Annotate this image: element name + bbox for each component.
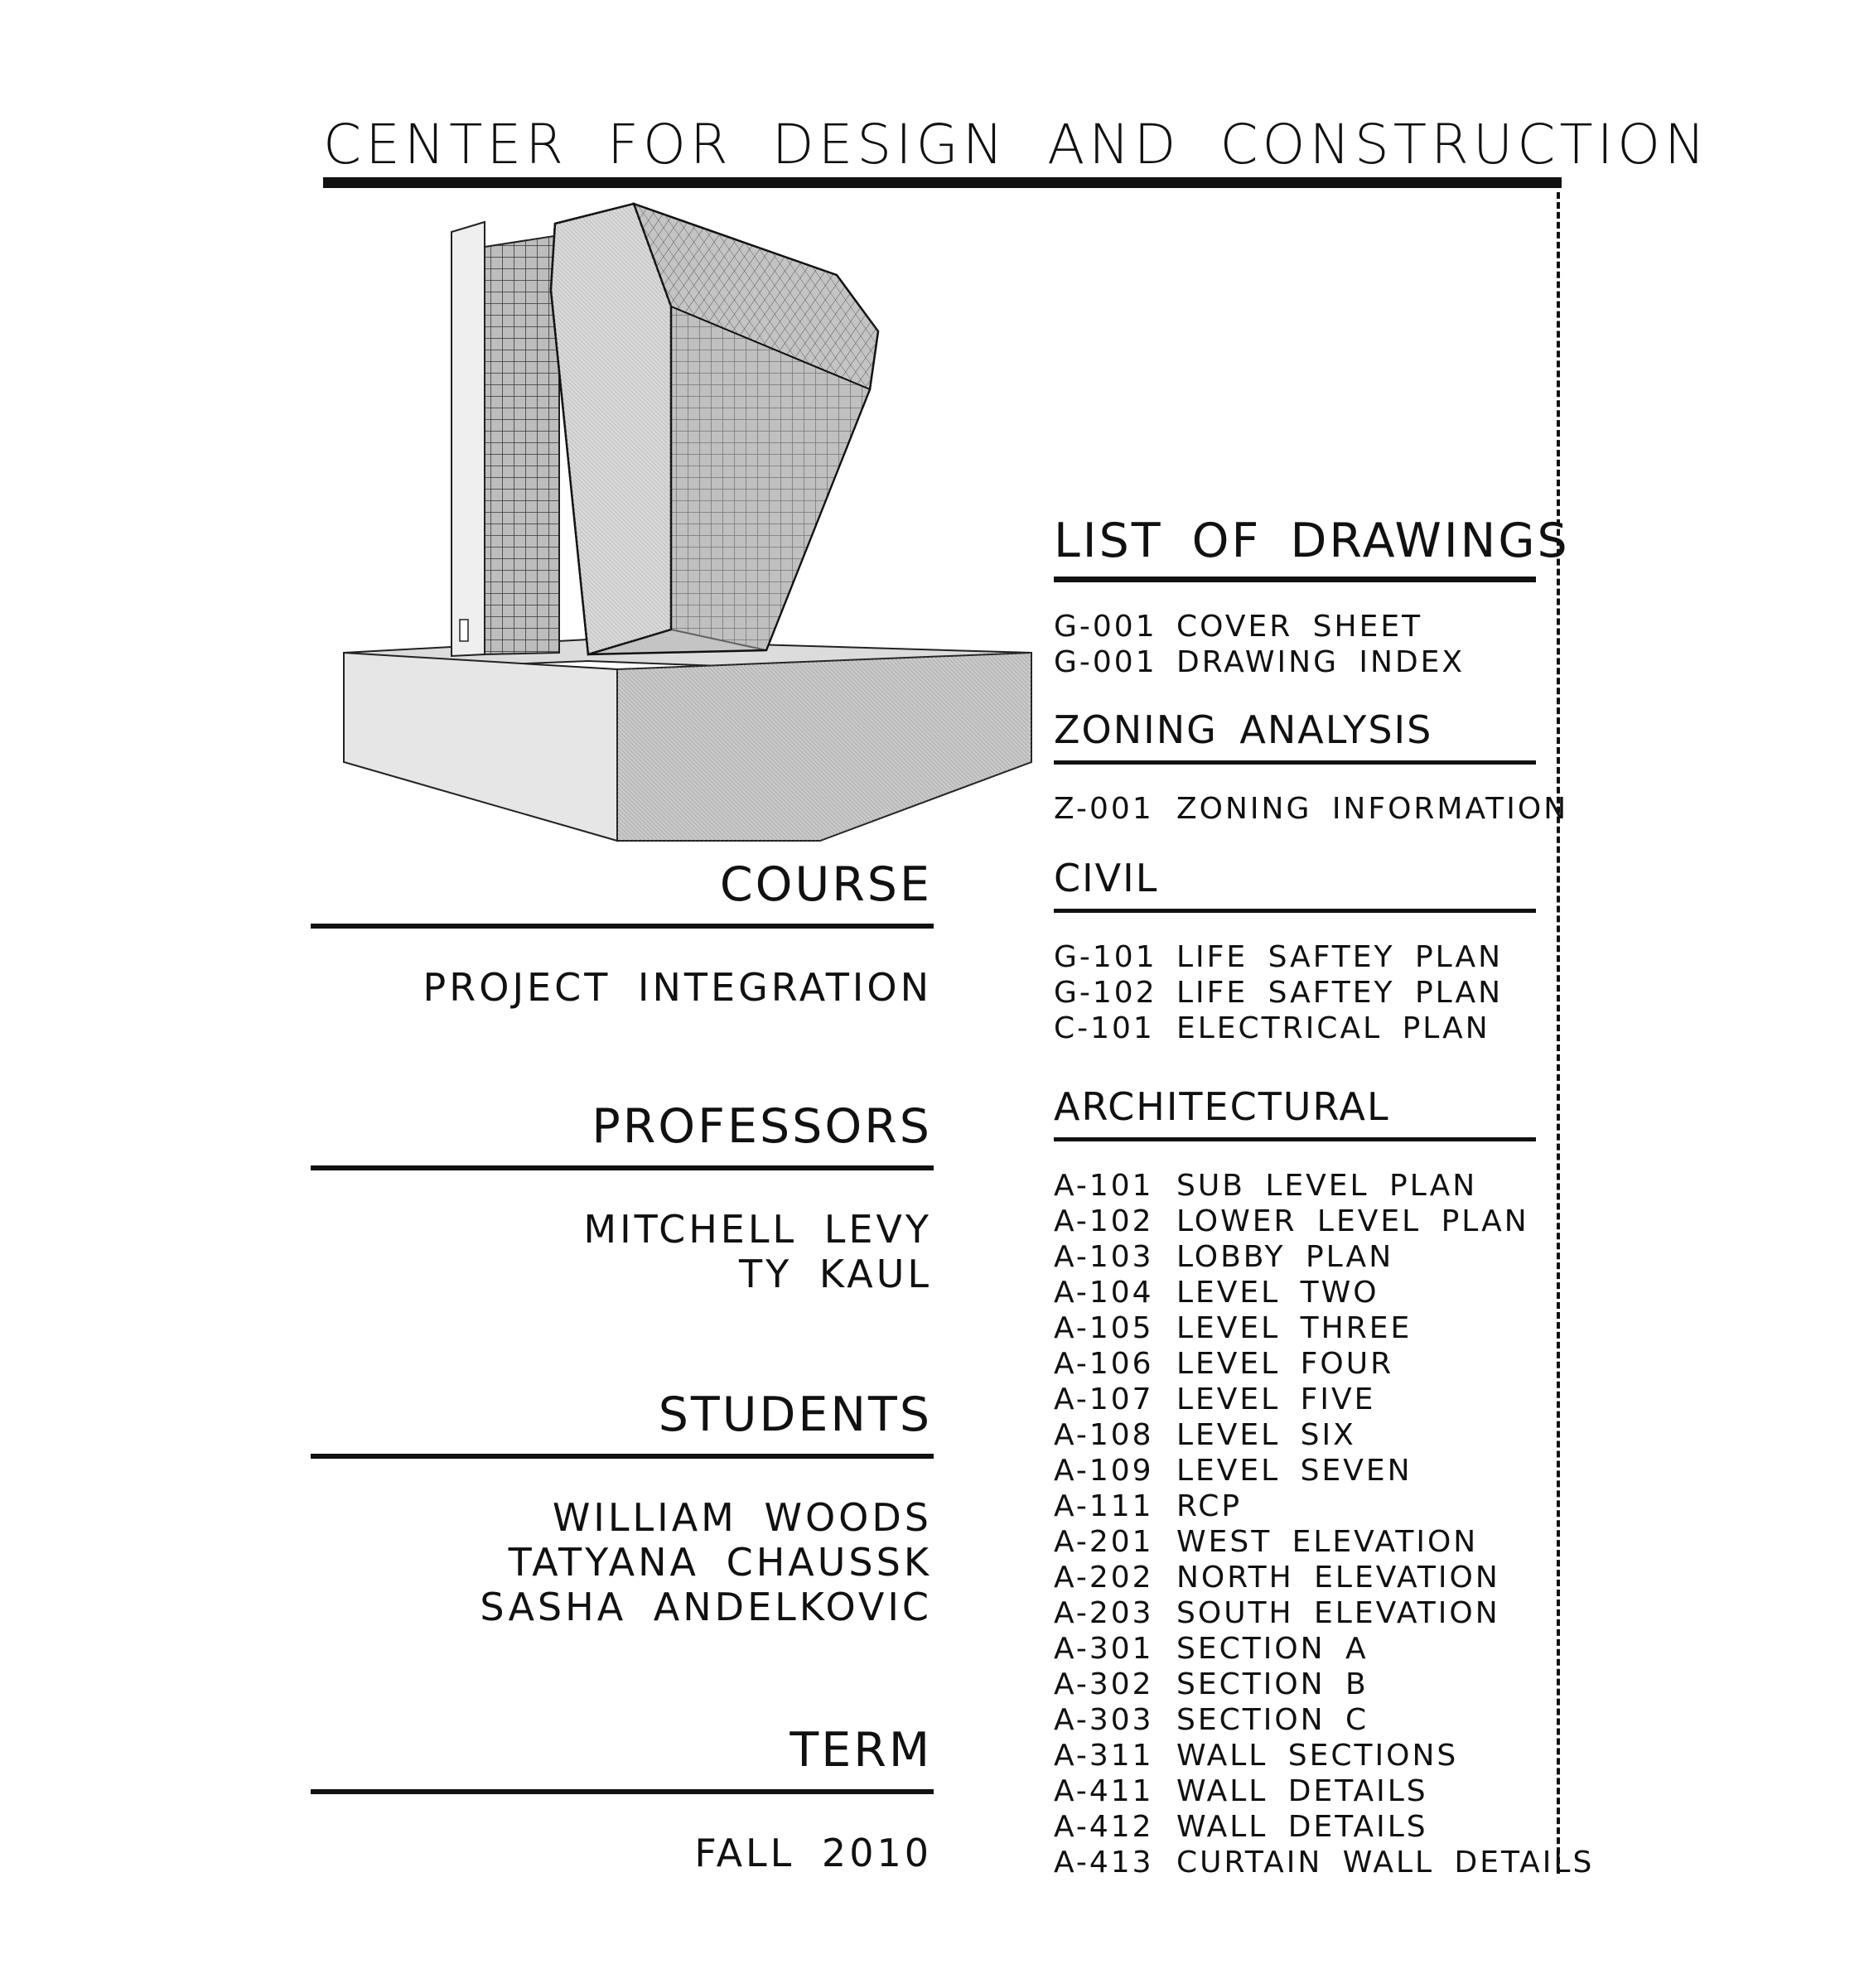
drawing-title: ELECTRICAL PLAN: [1176, 1011, 1490, 1045]
drawing-row: [1054, 939, 1536, 975]
drawing-code: A-203: [1054, 1596, 1154, 1630]
term-value: FALL 2010: [694, 1831, 932, 1875]
drawing-row: [1054, 1773, 1536, 1809]
term-section: [311, 1723, 934, 1875]
drawing-row: [1054, 1346, 1536, 1382]
drawing-code: G-001: [1054, 610, 1157, 644]
drawing-code: A-103: [1054, 1240, 1154, 1274]
drawing-row: [1054, 1809, 1536, 1845]
students-section: [311, 1387, 934, 1629]
drawing-code: A-102: [1054, 1204, 1154, 1238]
drawing-title: DRAWING INDEX: [1176, 645, 1466, 679]
professors-rule: [311, 1165, 934, 1170]
drawing-row: [1054, 609, 1536, 644]
drawing-code: A-108: [1054, 1418, 1154, 1452]
drawing-title: WEST ELEVATION: [1176, 1525, 1479, 1559]
drawing-row: [1054, 1738, 1536, 1773]
course-heading: COURSE: [719, 857, 932, 912]
drawing-row: [1054, 975, 1536, 1011]
drawing-title: SOUTH ELEVATION: [1176, 1596, 1500, 1630]
drawing-code: A-413: [1054, 1846, 1154, 1879]
zoning-section: [1054, 707, 1569, 827]
drawing-title: WALL DETAILS: [1176, 1810, 1428, 1844]
drawing-row: [1054, 1310, 1536, 1346]
drawing-title: RCP: [1176, 1489, 1243, 1523]
drawing-row: [1054, 1560, 1536, 1595]
drawing-code: C-101: [1054, 1011, 1155, 1045]
professors-heading: PROFESSORS: [592, 1099, 932, 1154]
drawing-title: LEVEL FOUR: [1176, 1347, 1394, 1381]
drawing-code: A-301: [1054, 1632, 1154, 1666]
list-of-drawings-heading: LIST OF DRAWINGS: [1054, 514, 1570, 568]
drawing-code: A-106: [1054, 1347, 1154, 1381]
drawing-title: LIFE SAFTEY PLAN: [1176, 940, 1504, 974]
term-heading: TERM: [790, 1723, 932, 1778]
drawing-code: A-105: [1054, 1311, 1154, 1345]
drawing-title: SECTION C: [1176, 1703, 1369, 1737]
drawing-row: [1054, 1631, 1536, 1667]
drawing-row: [1054, 1453, 1536, 1489]
drawing-title: LOWER LEVEL PLAN: [1176, 1204, 1529, 1238]
drawing-title: SECTION B: [1176, 1667, 1369, 1701]
drawing-row: [1054, 644, 1536, 680]
drawing-title: LEVEL TWO: [1176, 1276, 1379, 1310]
drawing-code: A-311: [1054, 1739, 1154, 1773]
sheet-title: CENTER FOR DESIGN AND CONSTRUCTION: [323, 113, 1710, 176]
drawing-code: A-101: [1054, 1169, 1154, 1203]
drawing-code: A-107: [1054, 1382, 1154, 1416]
drawing-code: A-109: [1054, 1454, 1154, 1488]
drawing-row: [1054, 1168, 1536, 1204]
drawing-title: LEVEL THREE: [1176, 1311, 1412, 1345]
course-section: [311, 857, 934, 1010]
student-name: TATYANA CHAUSSK: [508, 1540, 932, 1585]
drawing-title: LEVEL SEVEN: [1176, 1454, 1412, 1488]
drawing-title: WALL DETAILS: [1176, 1774, 1428, 1808]
drawing-code: A-201: [1054, 1525, 1154, 1559]
professor-name: MITCHELL LEVY: [583, 1207, 932, 1252]
drawing-code: A-411: [1054, 1774, 1154, 1808]
drawing-title: NORTH ELEVATION: [1176, 1561, 1500, 1595]
drawing-row: [1054, 1845, 1595, 1880]
students-heading: STUDENTS: [658, 1387, 932, 1442]
list-of-drawings-rule: [1054, 577, 1536, 582]
drawing-title: LIFE SAFTEY PLAN: [1176, 976, 1504, 1010]
drawing-title: LEVEL SIX: [1176, 1418, 1356, 1452]
drawing-row: [1054, 1275, 1536, 1310]
drawing-code: G-001: [1054, 645, 1157, 679]
drawing-title: LOBBY PLAN: [1176, 1240, 1394, 1274]
drawing-row: [1054, 1417, 1536, 1453]
drawing-title: SUB LEVEL PLAN: [1176, 1169, 1478, 1203]
drawing-row: [1054, 1667, 1536, 1702]
drawing-title: LEVEL FIVE: [1176, 1382, 1376, 1416]
drawing-row: [1054, 1011, 1536, 1046]
drawing-title: SECTION A: [1176, 1632, 1369, 1666]
drawing-title: ZONING INFORMATION: [1176, 792, 1569, 826]
drawing-code: G-101: [1054, 940, 1157, 974]
building-rendering: [340, 199, 1036, 845]
dashed-border-line: [1557, 192, 1560, 1874]
drawing-code: A-302: [1054, 1667, 1154, 1701]
drawing-code: Z-001: [1054, 792, 1154, 826]
list-of-drawings-section: [1054, 514, 1570, 680]
drawing-code: A-104: [1054, 1276, 1154, 1310]
architectural-section: [1054, 1084, 1595, 1880]
zoning-rule: [1054, 760, 1536, 765]
drawing-row: [1054, 1595, 1536, 1631]
civil-section: [1054, 856, 1536, 1046]
drawing-code: A-202: [1054, 1561, 1154, 1595]
drawing-row: [1054, 1702, 1536, 1738]
course-name: PROJECT INTEGRATION: [423, 965, 932, 1010]
drawing-row: [1054, 1489, 1536, 1524]
student-name: SASHA ANDELKOVIC: [480, 1585, 932, 1629]
drawing-title: WALL SECTIONS: [1176, 1739, 1459, 1773]
drawing-code: A-111: [1054, 1489, 1154, 1523]
professor-name: TY KAUL: [739, 1252, 932, 1296]
drawing-row: [1054, 1204, 1536, 1239]
drawing-row: [1054, 1239, 1536, 1275]
zoning-heading: ZONING ANALYSIS: [1054, 707, 1433, 752]
title-underline: [323, 177, 1562, 188]
drawing-row: [1054, 1524, 1536, 1560]
course-rule: [311, 924, 934, 929]
architectural-rule: [1054, 1137, 1536, 1141]
civil-rule: [1054, 909, 1536, 913]
drawing-title: COVER SHEET: [1176, 610, 1423, 644]
drawing-code: A-412: [1054, 1810, 1154, 1844]
term-rule: [311, 1789, 934, 1794]
drawing-code: G-102: [1054, 976, 1157, 1010]
students-rule: [311, 1454, 934, 1459]
professors-section: [311, 1099, 934, 1296]
drawing-row: [1054, 1382, 1536, 1417]
drawing-row: [1054, 791, 1569, 827]
drawing-title: CURTAIN WALL DETAILS: [1176, 1846, 1595, 1879]
student-name: WILLIAM WOODS: [552, 1495, 932, 1540]
civil-heading: CIVIL: [1054, 856, 1159, 900]
architectural-heading: ARCHITECTURAL: [1054, 1084, 1390, 1129]
drawing-code: A-303: [1054, 1703, 1154, 1737]
